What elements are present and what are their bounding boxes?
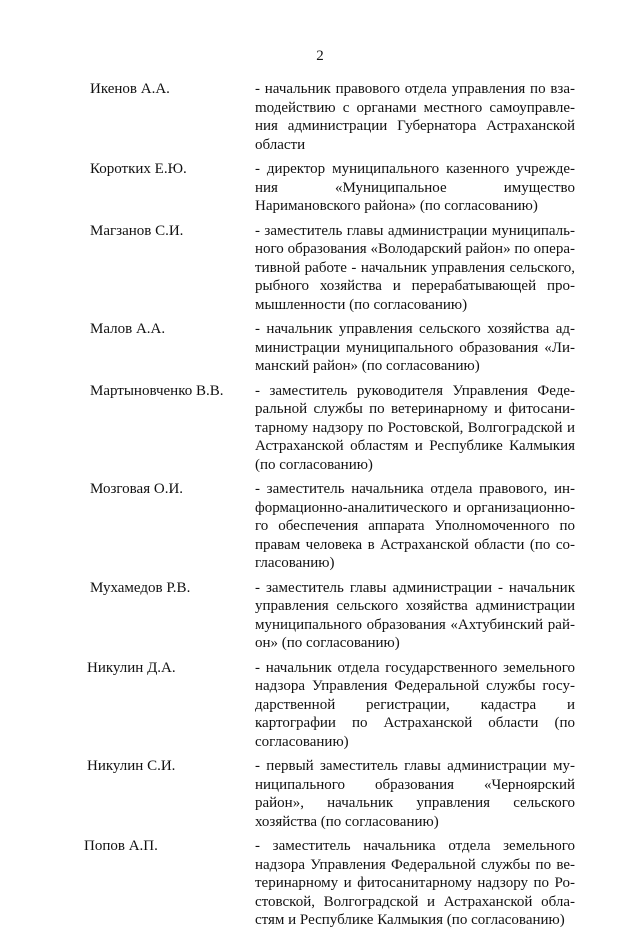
list-item <box>0 757 640 831</box>
member-name: Мозговая О.И. <box>90 481 184 497</box>
list-item <box>0 222 640 315</box>
member-name: Магзанов С.И. <box>90 222 184 239</box>
list-item <box>0 160 640 216</box>
list-item <box>0 579 640 653</box>
member-position: - заместитель начальника отдела земельного надзора Управления Федеральной службы по ветеринарному и фитосанитарному надзору по Ростовской, Волгоградской и Астраханской областям и Республике Калмыкия (по согласованию) <box>255 838 575 928</box>
member-position: - директор муниципального казенного учреждения «Муниципальное имущество Наримановского района» (по согласованию) <box>255 161 575 214</box>
page-number: 2 <box>316 48 324 64</box>
list-item <box>0 80 640 154</box>
member-position: - заместитель главы администрации муниципального образования «Володарский район» по оперативной работе - начальник управления сельского, рыбного хозяйства и перерабатывающей промышленности (по согласованию) <box>255 222 575 313</box>
member-position: - заместитель начальника отдела правового, информационно-аналитического и организационного обеспечения аппарата Уполномоченного по правам человека в Астраханской области (по согласованию) <box>255 481 575 571</box>
list-item <box>0 480 640 573</box>
member-position: - первый заместитель главы администрации муниципального образования «Черноярский район», начальник управления сельского хозяйства (по согласованию) <box>255 758 575 830</box>
member-list <box>0 80 640 936</box>
member-name: Коротких Е.Ю. <box>90 161 187 177</box>
member-name: Малов А.А. <box>90 321 166 337</box>
member-position: - заместитель руководителя Управления Федеральной службы по ветеринарному и фитосанитарному надзору по Ростовской, Волгоградской и Астраханской областям и Республике Калмыкия (по согласованию) <box>255 382 575 473</box>
member-position: - заместитель главы администрации - начальник управления сельского хозяйства администрации муниципального образования «Ахтубинский район» (по согласованию) <box>255 579 575 651</box>
member-name: Мухамедов Р.В. <box>90 579 191 596</box>
member-name: Попов А.П. <box>84 838 158 854</box>
member-position: - начальник отдела государственного земельного надзора Управления Федеральной службы государственной регистрации, кадастра и картографии по Астраханской области (по согласованию) <box>255 659 575 750</box>
member-position: - начальник правового отдела управления по взаmодействию с органами местного самоуправления администрации Губернатора Астраханской области <box>255 81 575 153</box>
list-item <box>0 659 640 752</box>
member-position: - начальник управления сельского хозяйства администрации муниципального образования «Лиманский район» (по согласованию) <box>255 321 575 374</box>
list-item <box>0 837 640 930</box>
member-name: Икенов А.А. <box>90 81 170 97</box>
member-name: Мартыновченко В.В. <box>90 382 224 399</box>
list-item <box>0 320 640 376</box>
member-name: Никулин Д.А. <box>87 659 176 676</box>
member-name: Никулин С.И. <box>87 758 176 774</box>
list-item <box>0 382 640 475</box>
